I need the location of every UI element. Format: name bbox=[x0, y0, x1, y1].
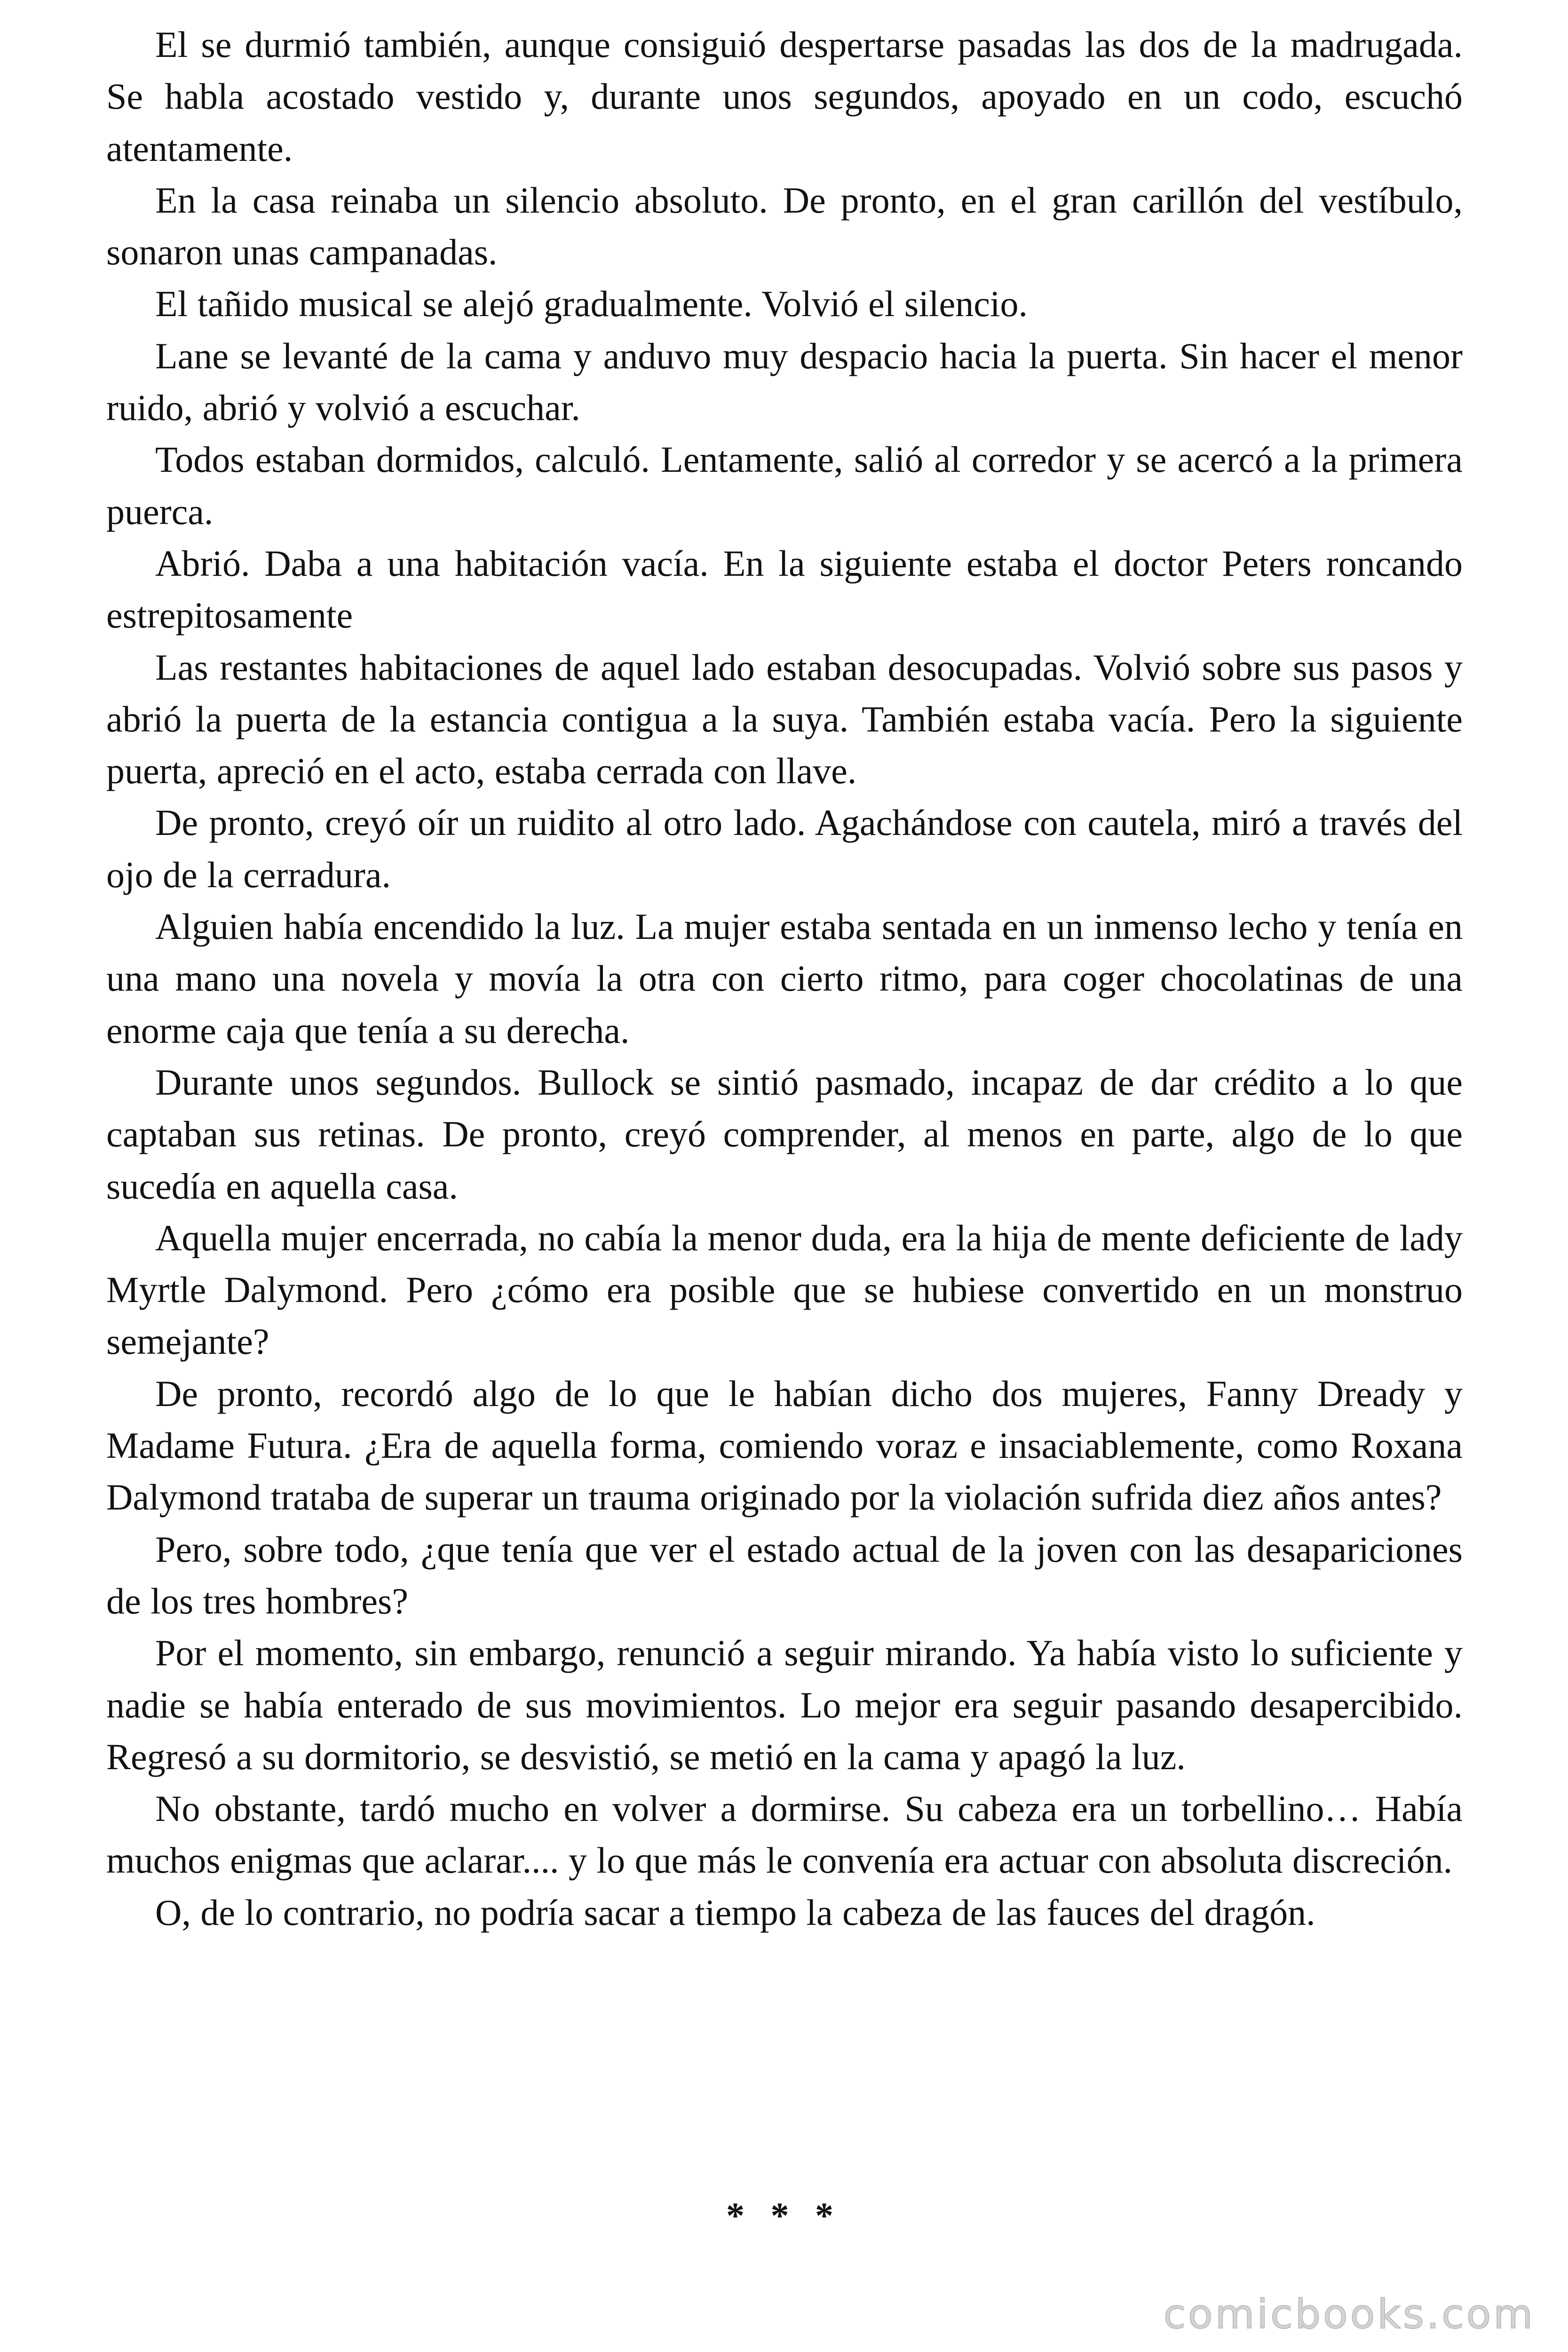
paragraph: Durante unos segundos. Bullock se sintió pasmado, incapaz de dar crédito a lo que captaban sus retinas. De pronto, creyó comprender, al menos en parte, algo de lo que sucedía en aquella casa. bbox=[106, 1061, 1463, 1207]
paragraph: Las restantes habitaciones de aquel lado estaban desocupadas. Volvió sobre sus pasos y abrió la puerta de la estancia contigua a la suya. También estaba vacía. Pero la siguiente puerta, apreció en el acto, estaba cerrada con llave. bbox=[106, 646, 1463, 792]
paragraph: Pero, sobre todo, ¿que tenía que ver el estado actual de la joven con las desapariciones de los tres hombres? bbox=[106, 1528, 1463, 1621]
paragraph: Por el momento, sin embargo, renunció a seguir mirando. Ya había visto lo suficiente y nadie se había enterado de sus movimientos. Lo mejor era seguir pasando desapercibido. Regresó a su dormitorio, se desvistió, se metió en la cama y apagó la luz. bbox=[106, 1632, 1463, 1777]
paragraph: Todos estaban dormidos, calculó. Lentamente, salió al corredor y se acercó a la primera puerca. bbox=[106, 439, 1463, 532]
paragraph: Alguien había encendido la luz. La mujer estaba sentada en un inmenso lecho y tenía en una mano una novela y movía la otra con cierto ritmo, para coger chocolatinas de una enorme caja que tenía a su derecha. bbox=[106, 906, 1463, 1051]
paragraph: El se durmió también, aunque consiguió despertarse pasadas las dos de la madrugada. Se habla acostado vestido y, durante unos segundos, apoyado en un codo, escuchó atentamente. bbox=[106, 24, 1463, 169]
paragraph: Lane se levanté de la cama y anduvo muy despacio hacia la puerta. Sin hacer el menor ruido, abrió y volvió a escuchar. bbox=[106, 335, 1463, 429]
body-text bbox=[106, 19, 1463, 1939]
paragraph: En la casa reinaba un silencio absoluto. De pronto, en el gran carillón del vestíbulo, sonaron unas campanadas. bbox=[106, 179, 1463, 273]
paragraph: De pronto, creyó oír un ruidito al otro lado. Agachándose con cautela, miró a través del ojo de la cerradura. bbox=[106, 802, 1463, 895]
watermark: comicbooks.com bbox=[1163, 2291, 1535, 2338]
paragraph: O, de lo contrario, no podría sacar a tiempo la cabeza de las fauces del dragón. bbox=[155, 1891, 1315, 1933]
paragraph: No obstante, tardó mucho en volver a dormirse. Su cabeza era un torbellino… Había muchos enigmas que aclarar.... y lo que más le convenía era actuar con absoluta discreción. bbox=[106, 1788, 1463, 1881]
paragraph: El tañido musical se alejó gradualmente. Volvió el silencio. bbox=[155, 283, 1028, 325]
section-separator: * * * bbox=[726, 2195, 842, 2236]
paragraph: Aquella mujer encerrada, no cabía la menor duda, era la hija de mente deficiente de lady Myrtle Dalymond. Pero ¿cómo era posible que se hubiese convertido en un monstruo semejante? bbox=[106, 1217, 1463, 1362]
paragraph: De pronto, recordó algo de lo que le habían dicho dos mujeres, Fanny Dready y Madame Futura. ¿Era de aquella forma, comiendo voraz e insaciablemente, como Roxana Dalymond trataba de superar un trauma originado por la violación sufrida diez años antes? bbox=[106, 1373, 1463, 1518]
paragraph: Abrió. Daba a una habitación vacía. En la siguiente estaba el doctor Peters roncando estrepitosamente bbox=[106, 542, 1463, 636]
